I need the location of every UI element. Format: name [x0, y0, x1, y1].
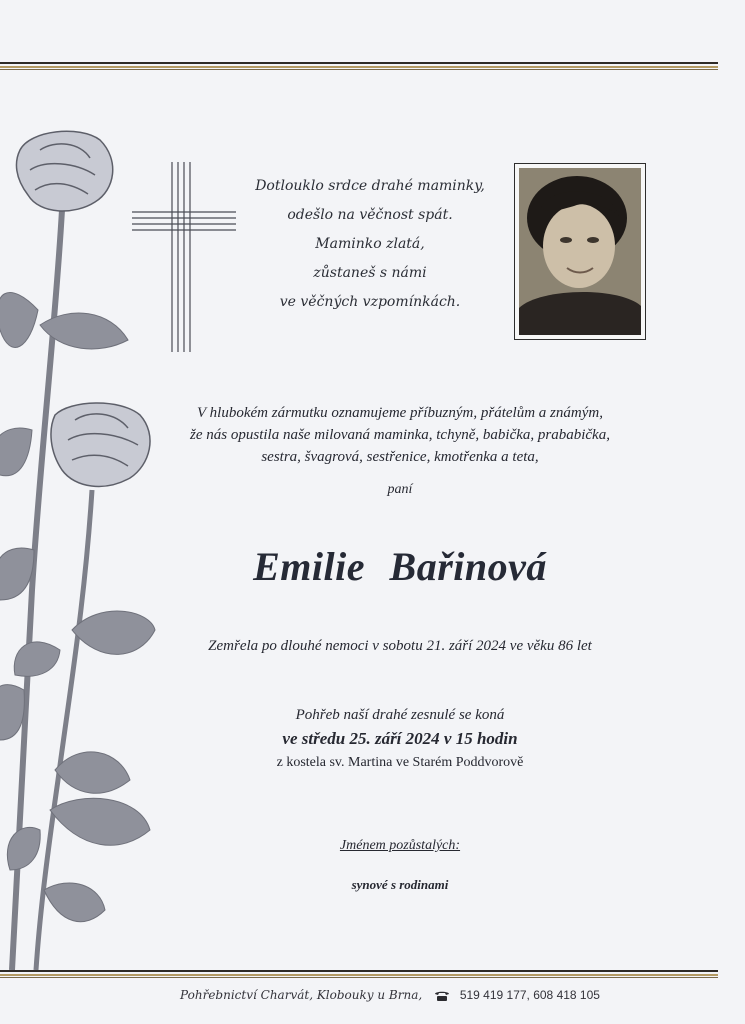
memorial-poem: [236, 172, 504, 317]
death-notice: Zemřela po dlouhé nemoci v sobotu 21. září 2024 ve věku 86 let: [208, 638, 592, 654]
funeral-place: z kostela sv. Martina ve Starém Poddvorově: [276, 755, 524, 770]
portrait-photo: [519, 168, 641, 335]
footer: [150, 988, 630, 1002]
deceased-name: [90, 543, 710, 590]
honorific: paní: [387, 482, 413, 497]
phone-icon: [434, 990, 450, 1002]
funeral-intro: Pohřeb naší drahé zesnulé se koná: [295, 707, 505, 723]
funeral-datetime: ve středu 25. září 2024 v 15 hodin: [282, 729, 518, 748]
last-name: Bařinová: [389, 544, 547, 589]
phone-numbers: 519 419 177, 608 418 105: [459, 988, 600, 1002]
funeral-company: Pohřebnictví Charvát, Klobouky u Brna,: [180, 988, 423, 1002]
poem-line: ve věčných vzpomínkách.: [279, 294, 461, 310]
poem-line: odešlo na věčnost spát.: [287, 207, 453, 223]
portrait-frame: [514, 163, 646, 340]
bottom-border: [0, 970, 718, 978]
announcement-line: že nás opustila naše milovaná maminka, tchyně, babička, prababička,: [190, 427, 610, 443]
announcement-line: sestra, švagrová, sestřenice, kmotřenka a teta,: [261, 449, 539, 465]
poem-line: Maminko zlatá,: [315, 236, 425, 252]
first-name: Emilie: [253, 544, 366, 589]
signature-label: Jménem pozůstalých:: [339, 838, 461, 853]
signature-names: synové s rodinami: [351, 877, 449, 892]
cross-icon: [132, 162, 236, 352]
announcement-line: V hlubokém zármutku oznamujeme příbuzným, přátelům a známým,: [197, 405, 603, 421]
poem-line: Dotlouklo srdce drahé maminky,: [255, 178, 485, 194]
top-border: [0, 62, 718, 70]
poem-line: zůstaneš s námi: [313, 265, 427, 281]
announcement-text: [90, 402, 710, 468]
funeral-info: [90, 703, 710, 775]
